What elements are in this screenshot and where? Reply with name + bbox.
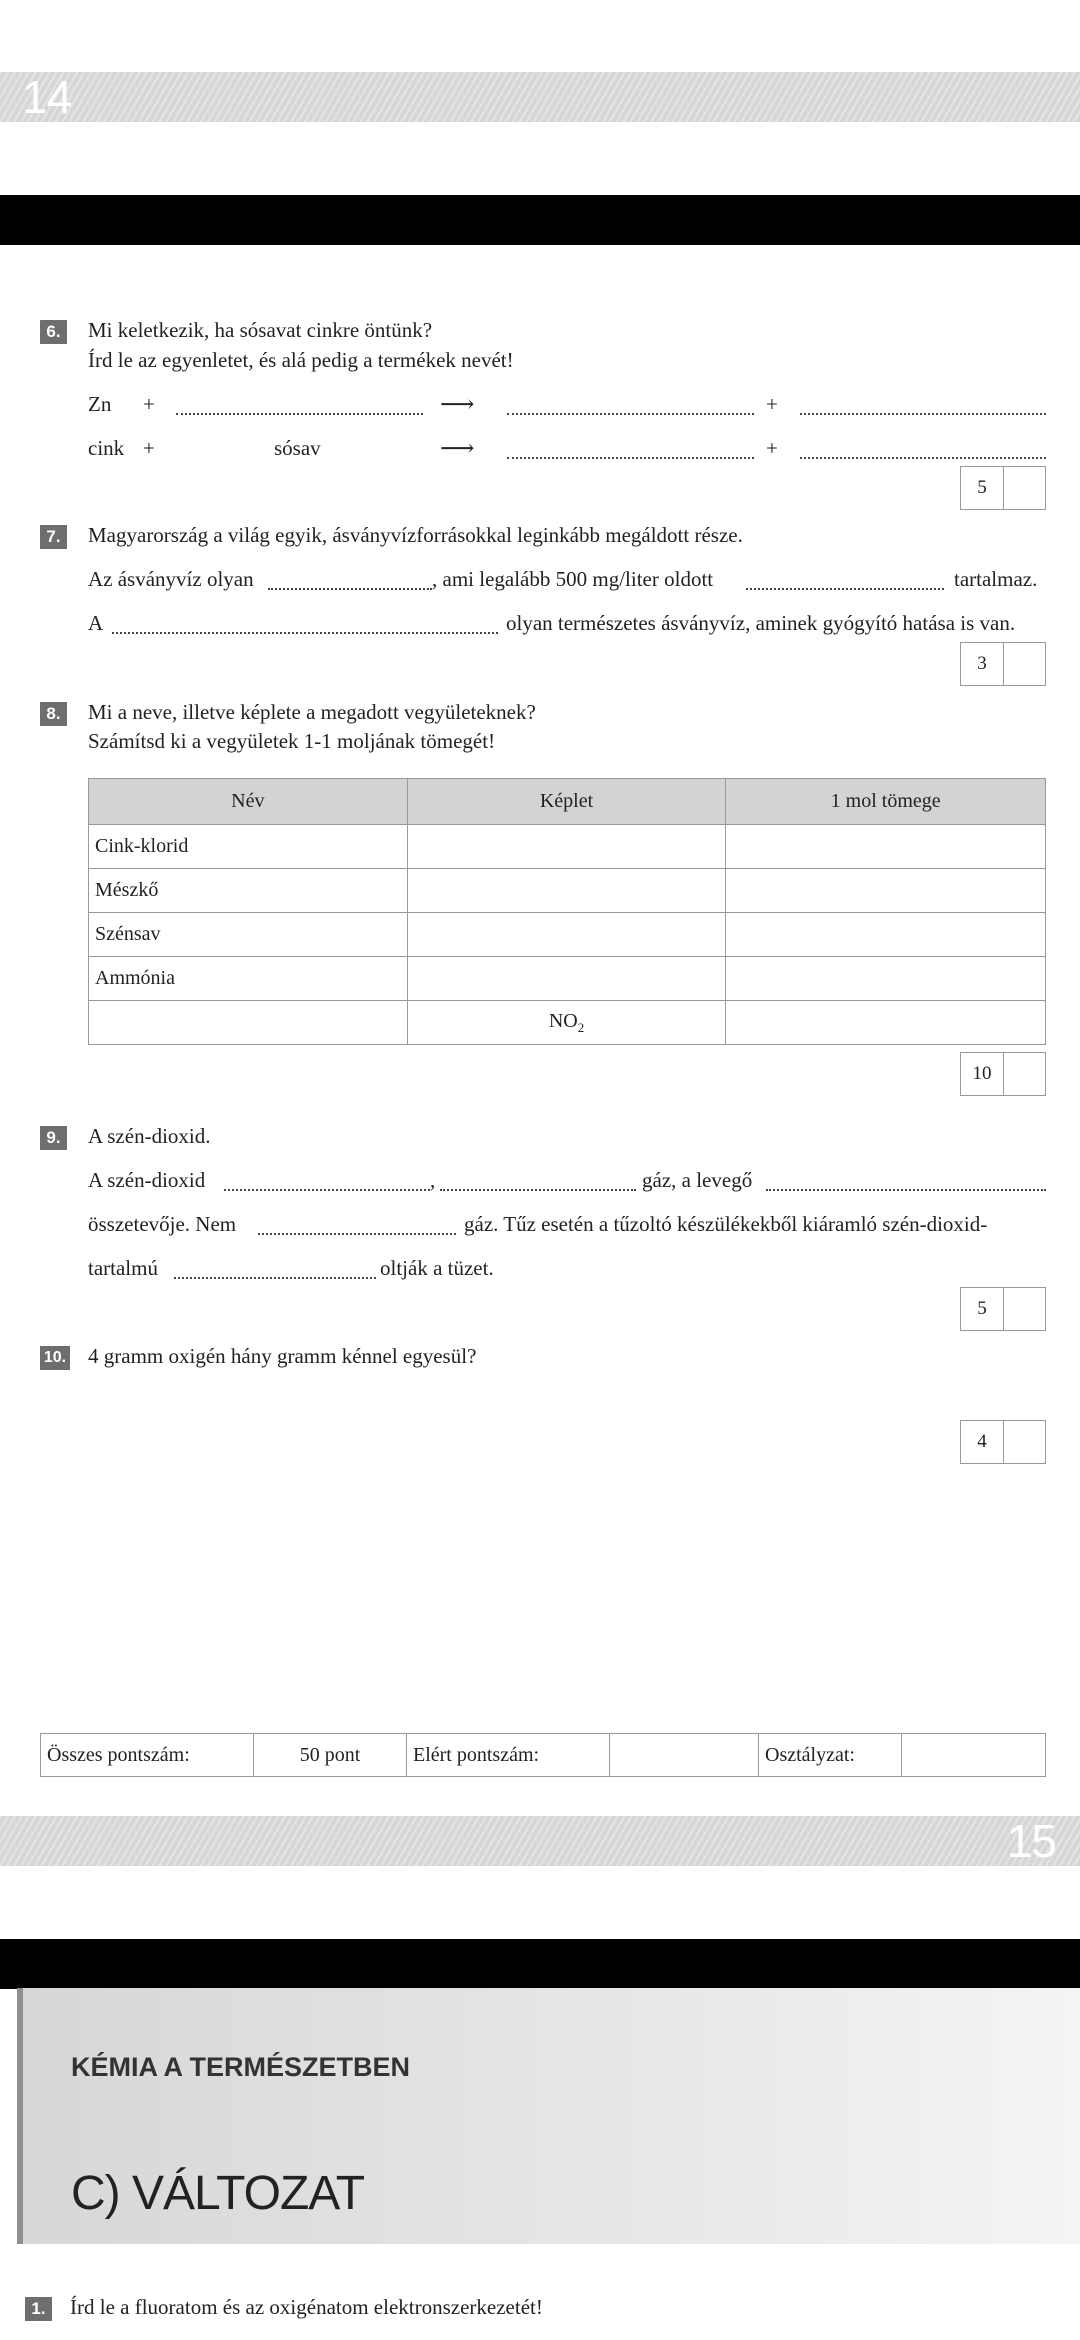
question-number-7: 7. xyxy=(40,525,67,549)
question-number-6: 6. xyxy=(40,320,67,344)
cell-mass[interactable] xyxy=(726,913,1046,957)
q6-score-box xyxy=(960,466,1046,510)
chapter-title: KÉMIA A TERMÉSZETBEN xyxy=(71,2052,411,2082)
table-row xyxy=(89,913,1046,957)
variant-title: C) VÁLTOZAT xyxy=(71,2167,365,2220)
table-row xyxy=(89,869,1046,913)
q9-line1: A szén-dioxid. xyxy=(88,1124,211,1148)
q8-score: 10 xyxy=(961,1053,1004,1095)
cell-name: Ammónia xyxy=(89,957,408,1001)
col-header-name: Név xyxy=(89,779,408,825)
q6-row1-plus: + xyxy=(143,392,155,416)
cell-name: Mészkő xyxy=(89,869,408,913)
q6-score-blank[interactable] xyxy=(1004,467,1045,509)
q10-score: 4 xyxy=(961,1421,1004,1463)
q9-l4-b: oltják a tüzet. xyxy=(380,1256,494,1280)
compound-table xyxy=(88,778,1046,1045)
q6-row1-plus2: + xyxy=(766,392,778,416)
q9-blank3[interactable] xyxy=(766,1189,1046,1191)
q9-blank1[interactable] xyxy=(224,1189,430,1191)
black-bar xyxy=(0,195,1080,245)
q6-row1-blank3[interactable] xyxy=(800,413,1046,415)
q9-blank2[interactable] xyxy=(440,1189,636,1191)
col-header-mass: 1 mol tömege xyxy=(726,779,1046,825)
table-row xyxy=(89,957,1046,1001)
cell-formula xyxy=(407,1001,726,1045)
q7-l2-b: , ami legalább 500 mg/liter oldott xyxy=(432,567,714,591)
q7-blank3[interactable] xyxy=(112,632,498,634)
q8-score-blank[interactable] xyxy=(1004,1053,1045,1095)
q6-score: 5 xyxy=(961,467,1004,509)
q6-row1-blank1[interactable] xyxy=(176,413,423,415)
q7-line1: Magyarország a világ egyik, ásványvízforrásokkal leginkább megáldott része. xyxy=(88,523,743,547)
table-row xyxy=(89,1001,1046,1045)
q9-blank4[interactable] xyxy=(258,1233,456,1235)
page-header-band-15 xyxy=(0,1816,1080,1866)
q8-line1: Mi a neve, illetve képlete a megadott vegyületeknek? xyxy=(88,700,536,724)
q6-line2: Írd le az egyenletet, és alá pedig a termékek nevét! xyxy=(88,348,514,372)
q7-score-blank[interactable] xyxy=(1004,643,1045,685)
cell-name[interactable] xyxy=(89,1001,408,1045)
q7-score-box xyxy=(960,642,1046,686)
formula-no2: NO xyxy=(548,1009,578,1032)
cell-mass[interactable] xyxy=(726,869,1046,913)
cell-mass[interactable] xyxy=(726,957,1046,1001)
q7-l3-b: olyan természetes ásványvíz, aminek gyógyító hatása is van. xyxy=(506,611,1016,635)
p15-q1-line1: Írd le a fluoratom és az oxigénatom elektronszerkezetét! xyxy=(70,2295,543,2319)
black-bar-15 xyxy=(0,1939,1080,1989)
chapter-banner xyxy=(17,1988,1080,2244)
q6-row2-blank2[interactable] xyxy=(800,457,1046,459)
q6-line1: Mi keletkezik, ha sósavat cinkre öntünk? xyxy=(88,318,433,342)
cell-formula[interactable] xyxy=(407,825,726,869)
formula-no2-subscript: 2 xyxy=(577,1019,585,1035)
q7-blank2[interactable] xyxy=(746,588,944,590)
q6-row2-plus2: + xyxy=(766,436,778,460)
q7-score: 3 xyxy=(961,643,1004,685)
q6-row2-arrow: ⟶ xyxy=(440,436,475,462)
q6-row2-blank1[interactable] xyxy=(507,457,754,459)
q6-row1-blank2[interactable] xyxy=(507,413,754,415)
question-number-1: 1. xyxy=(25,2297,52,2321)
q9-score: 5 xyxy=(961,1288,1004,1330)
q9-score-box xyxy=(960,1287,1046,1331)
q9-l2-c: gáz, a levegő xyxy=(642,1168,753,1192)
q9-l2-a: A szén-dioxid xyxy=(88,1168,206,1192)
cell-name: Cink-klorid xyxy=(89,825,408,869)
q10-score-box xyxy=(960,1420,1046,1464)
q9-l3-b: gáz. Tűz esetén a tűzoltó készülékekből kiáramló szén-dioxid- xyxy=(464,1212,988,1236)
cell-formula[interactable] xyxy=(407,913,726,957)
achieved-points-field[interactable] xyxy=(610,1734,759,1777)
total-points-value: 50 pont xyxy=(254,1734,407,1777)
q9-score-blank[interactable] xyxy=(1004,1288,1045,1330)
q7-l2-a: Az ásványvíz olyan xyxy=(88,567,254,591)
page-number-15: 15 xyxy=(1006,1815,1056,1867)
cell-mass[interactable] xyxy=(726,825,1046,869)
cell-formula[interactable] xyxy=(407,957,726,1001)
cell-formula[interactable] xyxy=(407,869,726,913)
q6-row1-arrow: ⟶ xyxy=(440,392,475,418)
table-row xyxy=(89,825,1046,869)
q7-l2-c: tartalmaz. xyxy=(954,567,1038,591)
q6-row2-sosav: sósav xyxy=(274,436,321,460)
q6-row2-plus: + xyxy=(143,436,155,460)
question-number-8: 8. xyxy=(40,702,67,726)
q10-score-blank[interactable] xyxy=(1004,1421,1045,1463)
q8-score-box xyxy=(960,1052,1046,1096)
q7-blank1[interactable] xyxy=(268,588,432,590)
cell-mass[interactable] xyxy=(726,1001,1046,1045)
page-header-band xyxy=(0,72,1080,122)
q9-l2-b: , xyxy=(430,1168,436,1192)
question-number-10: 10. xyxy=(40,1346,70,1370)
q9-blank5[interactable] xyxy=(174,1277,376,1279)
question-number-9: 9. xyxy=(40,1126,67,1150)
grade-field[interactable] xyxy=(902,1734,1046,1777)
q9-l3-a: összetevője. Nem xyxy=(88,1212,237,1236)
q6-row1-zn: Zn xyxy=(88,392,112,416)
col-header-formula: Képlet xyxy=(407,779,726,825)
grade-label: Osztályzat: xyxy=(759,1734,902,1777)
achieved-points-label: Elért pontszám: xyxy=(407,1734,610,1777)
total-points-label: Összes pontszám: xyxy=(41,1734,254,1777)
q7-l3-a: A xyxy=(88,611,104,635)
cell-name: Szénsav xyxy=(89,913,408,957)
totals-row xyxy=(41,1734,1046,1777)
q9-l4-a: tartalmú xyxy=(88,1256,158,1280)
table-header-row xyxy=(89,779,1046,825)
q10-line1: 4 gramm oxigén hány gramm kénnel egyesül? xyxy=(88,1344,477,1368)
q6-row2-cink: cink xyxy=(88,436,125,460)
page-number: 14 xyxy=(22,71,72,123)
q8-line2: Számítsd ki a vegyületek 1-1 moljának tömegét! xyxy=(88,729,496,753)
totals-table xyxy=(40,1733,1046,1777)
